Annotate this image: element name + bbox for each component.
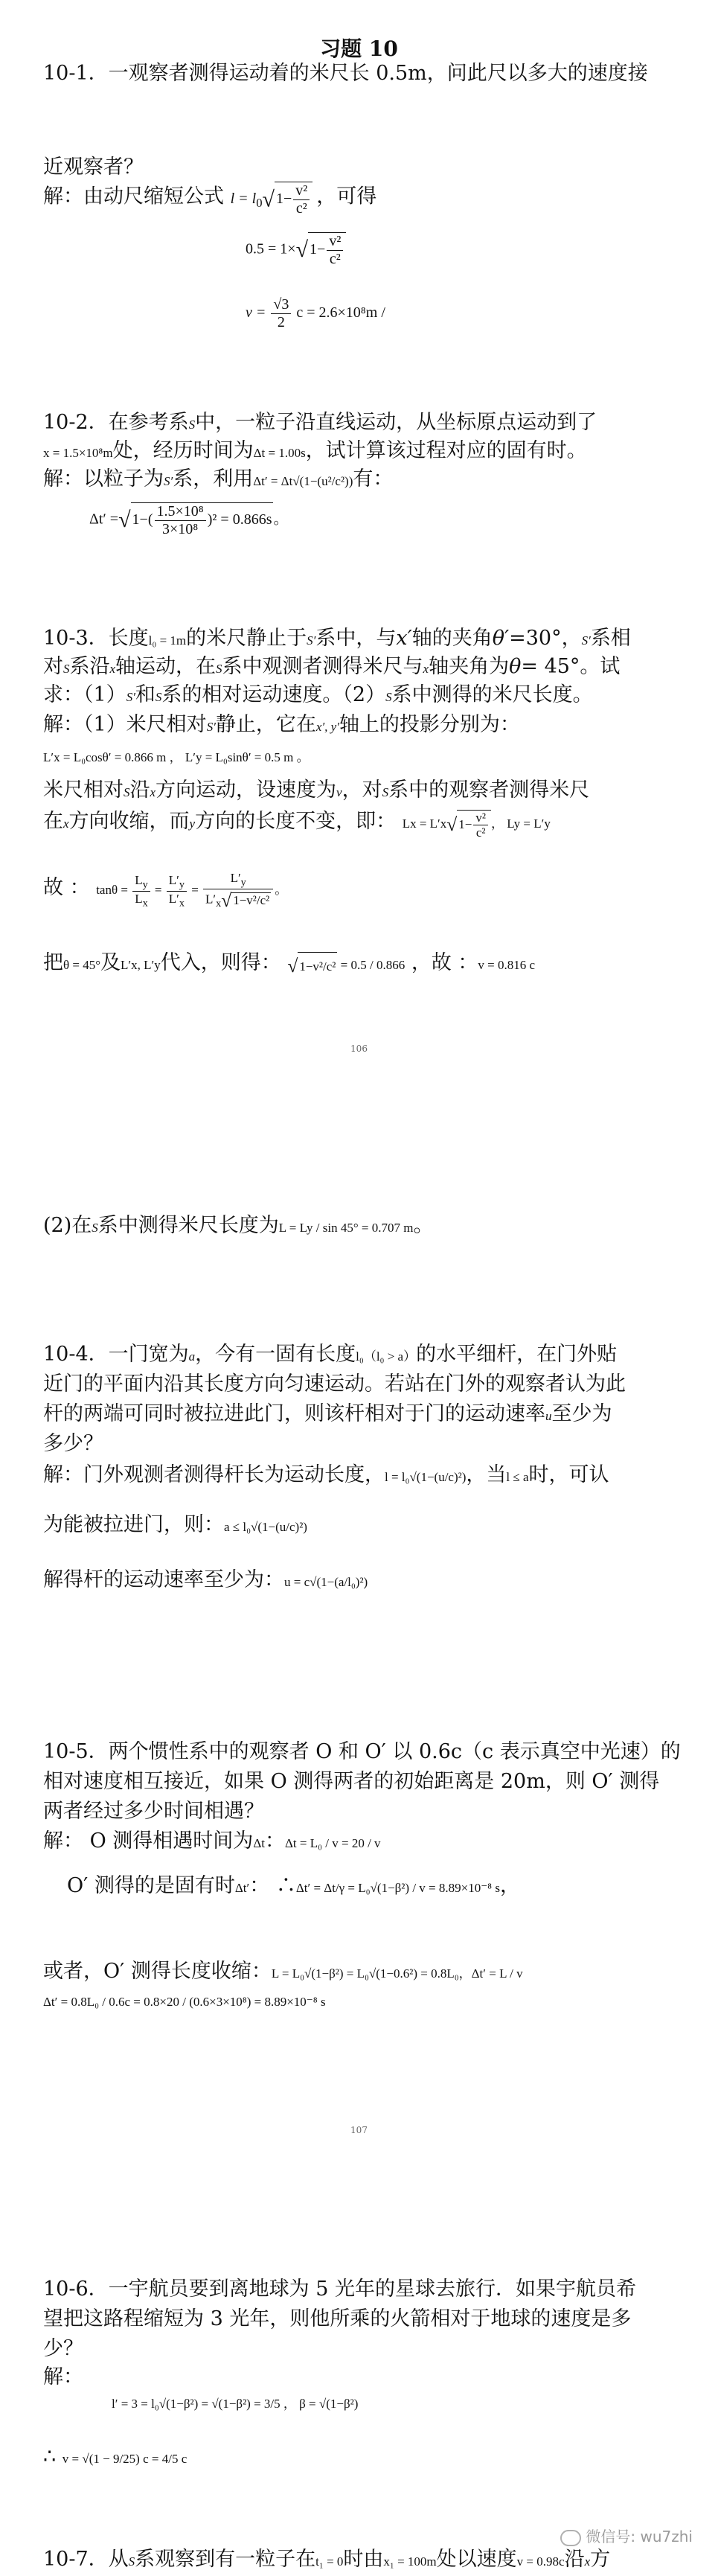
problem-10-3-question-line2: 对S系沿x轴运动，在S系中观测者测得米尺与x轴夹角为θ= 45°。试 (43, 655, 621, 678)
equation-10-1-b: v = $\frac{√3}{2}$ c = 2.6×10⁸m / (246, 296, 385, 330)
problem-10-3-part2: (2)在S系中测得米尺长度为L = Ly / sin 45° = 0.707 m。 (43, 1214, 434, 1237)
wechat-watermark: 微信号: wu7zhi (560, 2525, 693, 2546)
problem-10-6-question-line1: 10-6．一宇航员要到离地球为 5 光年的星球去旅行．如果宇航员希 (43, 2278, 636, 2301)
problem-10-3-tan: 故 ： tanθ = $\frac{L_y}{L_x}$ = $\frac{L'_y}{L'_x}$ = $\frac{L'_y}{L'_x√ 1-v^2/c^2}$ 。 (43, 871, 288, 911)
wechat-icon (560, 2530, 581, 2546)
problem-10-3-solution-line3: 在x方向收缩，而y方向的长度不变，即： Lx = L′x√ 1− $\frac{\text{v²}}{\text{c²}}$ ， Ly = L′y (43, 810, 551, 840)
problem-10-1-solution (43, 182, 698, 217)
problem-10-3-question-line1: 10-3．长度l₀ = 1m的米尺静止于S′系中，与x′轴的夹角θ′=30°，S′系相 (43, 627, 631, 650)
problem-10-6-question-line2: 望把这路程缩短为 3 光年，则他所乘的火箭相对于地球的速度是多 (43, 2307, 632, 2330)
problem-10-4-question-line2: 近门的平面内沿其长度方向匀速运动。若站在门外的观察者认为此 (43, 1372, 626, 1396)
problem-10-1-question-line1: 10-1．一观察者测得运动着的米尺长 0.5m，问此尺以多大的速度接 (43, 62, 648, 85)
problem-10-4-question-line1: 10-4．一门宽为a，今有一固有长度l₀（l₀ > a）的水平细杆，在门外贴 (43, 1343, 618, 1366)
problem-10-7-question-line1: 10-7．从S系观察到有一粒子在t₁ = 0时由x₁ = 100m处以速度v = 0.98c沿x方 (43, 2548, 611, 2571)
problem-10-3-question-line3: 求：（1）S′和S系的相对运动速度。（2）S系中测得的米尺长度。 (43, 683, 593, 706)
page-number: 106 (350, 1043, 368, 1054)
problem-10-6-question-line3: 少？ (43, 2337, 83, 2360)
problem-10-4-solution-line2: 为能被拉进门，则：a ≤ l₀√(1−(u/c)²) (43, 1513, 307, 1536)
contraction-formula: $l = l_0√$ 1− $\frac{\text{v²}}{\text{c²}}$ (231, 191, 317, 207)
equation-10-6-a: l′ = 3 = l₀√(1−β²) = √(1−β²) = 3/5 ， β = √(1−β²) (112, 2397, 359, 2411)
problem-10-6-solution-line2: ∴ v = √(1 − 9/25) c = 4/5 c (43, 2445, 187, 2468)
equation-10-5-result: Δt′ = 0.8L₀ / 0.6c = 0.8×20 / (0.6×3×10⁸) = 8.89×10⁻⁸ s (43, 1995, 326, 2009)
problem-10-3-solution-line2: 米尺相对S沿x方向运动，设速度为v，对S系中的观察者测得米尺 (43, 779, 590, 802)
problem-10-4-question-line4: 多少？ (43, 1432, 103, 1455)
problem-10-5-question-line1: 10-5．两个惯性系中的观察者 O 和 O′ 以 0.6c（c 表示真空中光速）的 (43, 1740, 681, 1763)
problem-10-4-solution-line3: 解得杆的运动速率至少为：u = c√(1−(a/l₀)²) (43, 1568, 368, 1591)
page-number: 107 (350, 2125, 368, 2135)
problem-10-5-solution-line1: 解： O 测得相遇时间为Δt：Δt = L₀ / v = 20 / v (43, 1829, 381, 1853)
problem-10-6-solution-label: 解： (43, 2365, 83, 2388)
equation-10-3-projections: L′x = L₀cosθ′ = 0.866 m ， L′y = L₀sinθ′ = 0.5 m 。 (43, 750, 310, 764)
page-title: 习题 10 (320, 36, 398, 61)
problem-10-5-solution-line2: O′ 测得的是固有时Δt′： ∴Δt′ = Δt/γ = L₀√(1−β²) / v = 8.89×10⁻⁸ s， (67, 1874, 520, 1897)
problem-10-3-result: 把θ = 45°及L′x, L′y代入，则得： √ 1−v²/c² = 0.5 / 0.866 ，故 ：v = 0.816 c (43, 949, 698, 981)
problem-10-4-question-line3: 杆的两端可同时被拉进此门，则该杆相对于门的运动速率u至少为 (43, 1402, 612, 1425)
problem-10-3-solution-line1: 解：（1）米尺相对S′静止，它在x′, y′轴上的投影分别为： (43, 713, 520, 736)
problem-10-2-question-line1: 10-2．在参考系S中，一粒子沿直线运动，从坐标原点运动到了 (43, 411, 597, 434)
equation-10-2: Δt′ =√ 1−( $\frac{\text{1.5×10⁸}}{\text{3×10⁸}}$ )² = 0.866s 。 (89, 503, 289, 537)
problem-10-4-solution-line1: 解：门外观测者测得杆长为运动长度，l = l₀√(1−(u/c)²)，当l ≤ a时，可认 (43, 1463, 609, 1486)
solution-text-tail: ，可得 (316, 185, 377, 208)
problem-10-2-solution: 解：以粒子为S′系，利用Δt′ = Δt√(1−(u²/c²))有： (43, 467, 394, 490)
problem-10-5-question-line3: 两者经过多少时间相遇？ (43, 1800, 264, 1823)
equation-10-1-a: 0.5 = 1×√ 1− $\frac{\text{v²}}{\text{c²}}$ (246, 232, 346, 268)
problem-10-1-question-line2: 近观察者？ (43, 156, 144, 179)
problem-10-2-question-line2: x = 1.5×10⁸m处，经历时间为Δt = 1.00s，试计算该过程对应的固有时。 (43, 439, 587, 462)
problem-10-5-solution-line3: 或者，O′ 测得长度收缩：L = L₀√(1−β²) = L₀√(1−0.6²) = 0.8L₀，Δt′ = L / v (43, 1960, 523, 1983)
problem-10-5-question-line2: 相对速度相互接近，如果 O 测得两者的初始距离是 20m，则 O′ 测得 (43, 1770, 660, 1793)
solution-text: 解：由动尺缩短公式 (43, 185, 224, 208)
